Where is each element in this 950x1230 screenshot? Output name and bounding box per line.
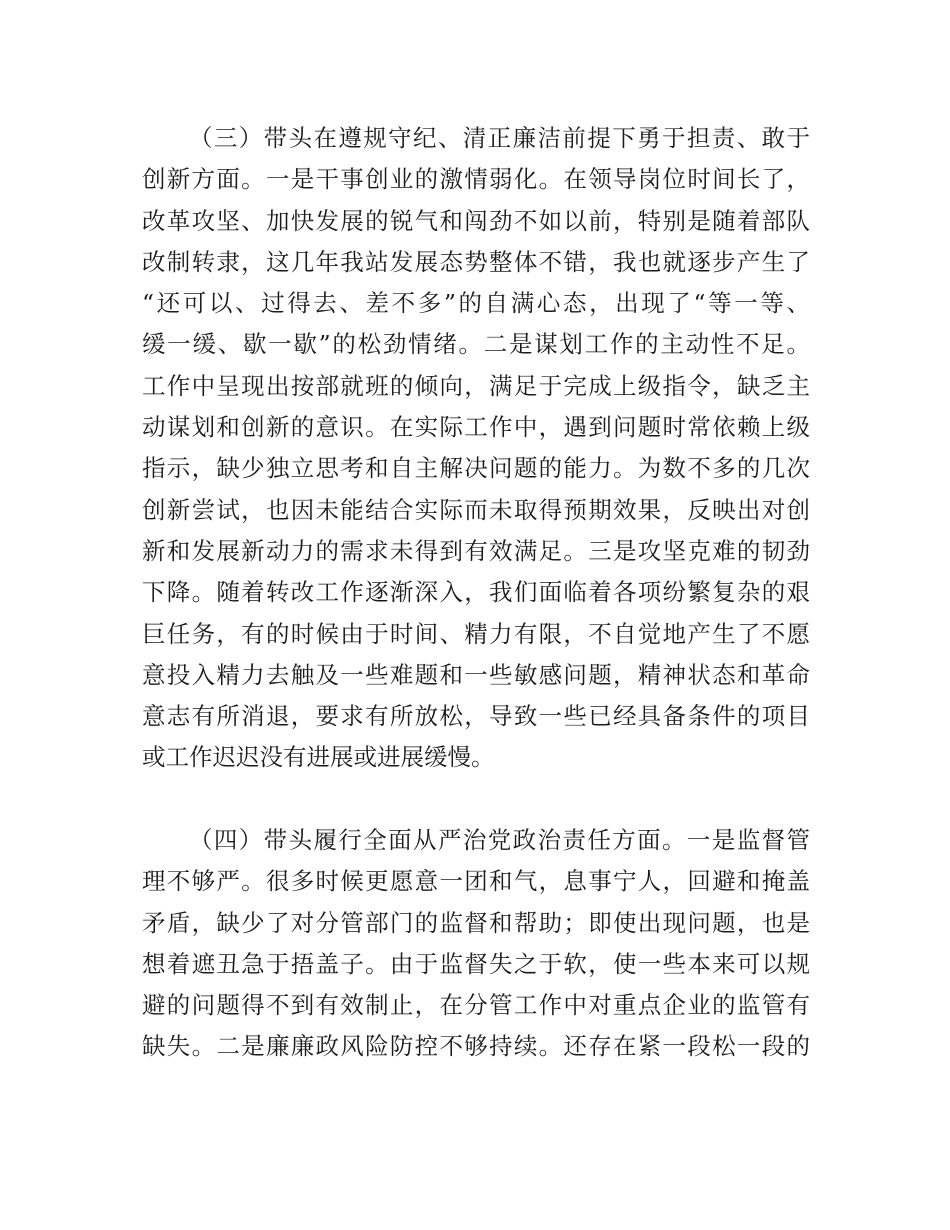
paragraph-line: 或工作迟迟没有进展或进展缓慢。 [142,743,495,772]
paragraph-line: 改革攻坚、加快发展的锐气和闯劲不如以前，特别是随着部队 [142,206,810,235]
paragraph-line: 动谋划和创新的意识。在实际工作中，遇到问题时常依赖上级 [142,413,810,442]
paragraph-line: 改制转隶，这几年我站发展态势整体不错，我也就逐步产生了 [142,247,810,276]
paragraph-line: （三）带头在遵规守纪、清正廉洁前提下勇于担责、敢于 [189,124,810,152]
paragraph-line: 缓一缓、歇一歇”的松劲情绪。二是谋划工作的主动性不足。 [142,330,810,359]
paragraph-section-four [142,820,810,1068]
paragraph-line: 矛盾，缺少了对分管部门的监督和帮助；即使出现问题，也是 [142,908,810,937]
paragraph-line: 下降。随着转改工作逐渐深入，我们面临着各项纷繁复杂的艰 [142,578,810,607]
paragraph-line: “还可以、过得去、差不多”的自满心态，出现了“等一等、 [142,289,810,318]
paragraph-line: 避的问题得不到有效制止，在分管工作中对重点企业的监管有 [142,991,810,1020]
paragraph-line: 新和发展新动力的需求未得到有效满足。三是攻坚克难的韧劲 [142,536,810,565]
paragraph-line: 缺失。二是廉廉政风险防控不够持续。还存在紧一段松一段的 [142,1032,810,1061]
paragraph-line: （四）带头履行全面从严治党政治责任方面。一是监督管 [189,826,810,854]
paragraph-section-three [142,118,810,779]
paragraph-line: 工作中呈现出按部就班的倾向，满足于完成上级指令，缺乏主 [142,371,810,400]
paragraph-line: 意志有所消退，要求有所放松，导致一些已经具备条件的项目 [142,702,810,731]
paragraph-line: 想着遮丑急于捂盖子。由于监督失之于软，使一些本来可以规 [142,949,810,978]
paragraph-line: 创新方面。一是干事创业的激情弱化。在领导岗位时间长了， [142,165,810,194]
paragraph-line: 意投入精力去触及一些难题和一些敏感问题，精神状态和革命 [142,660,810,689]
paragraph-line: 理不够严。很多时候更愿意一团和气，息事宁人，回避和掩盖 [142,867,810,896]
paragraph-line: 创新尝试，也因未能结合实际而未取得预期效果，反映出对创 [142,495,810,524]
paragraph-line: 巨任务，有的时候由于时间、精力有限，不自觉地产生了不愿 [142,619,810,648]
paragraph-line: 指示，缺少独立思考和自主解决问题的能力。为数不多的几次 [142,454,810,483]
